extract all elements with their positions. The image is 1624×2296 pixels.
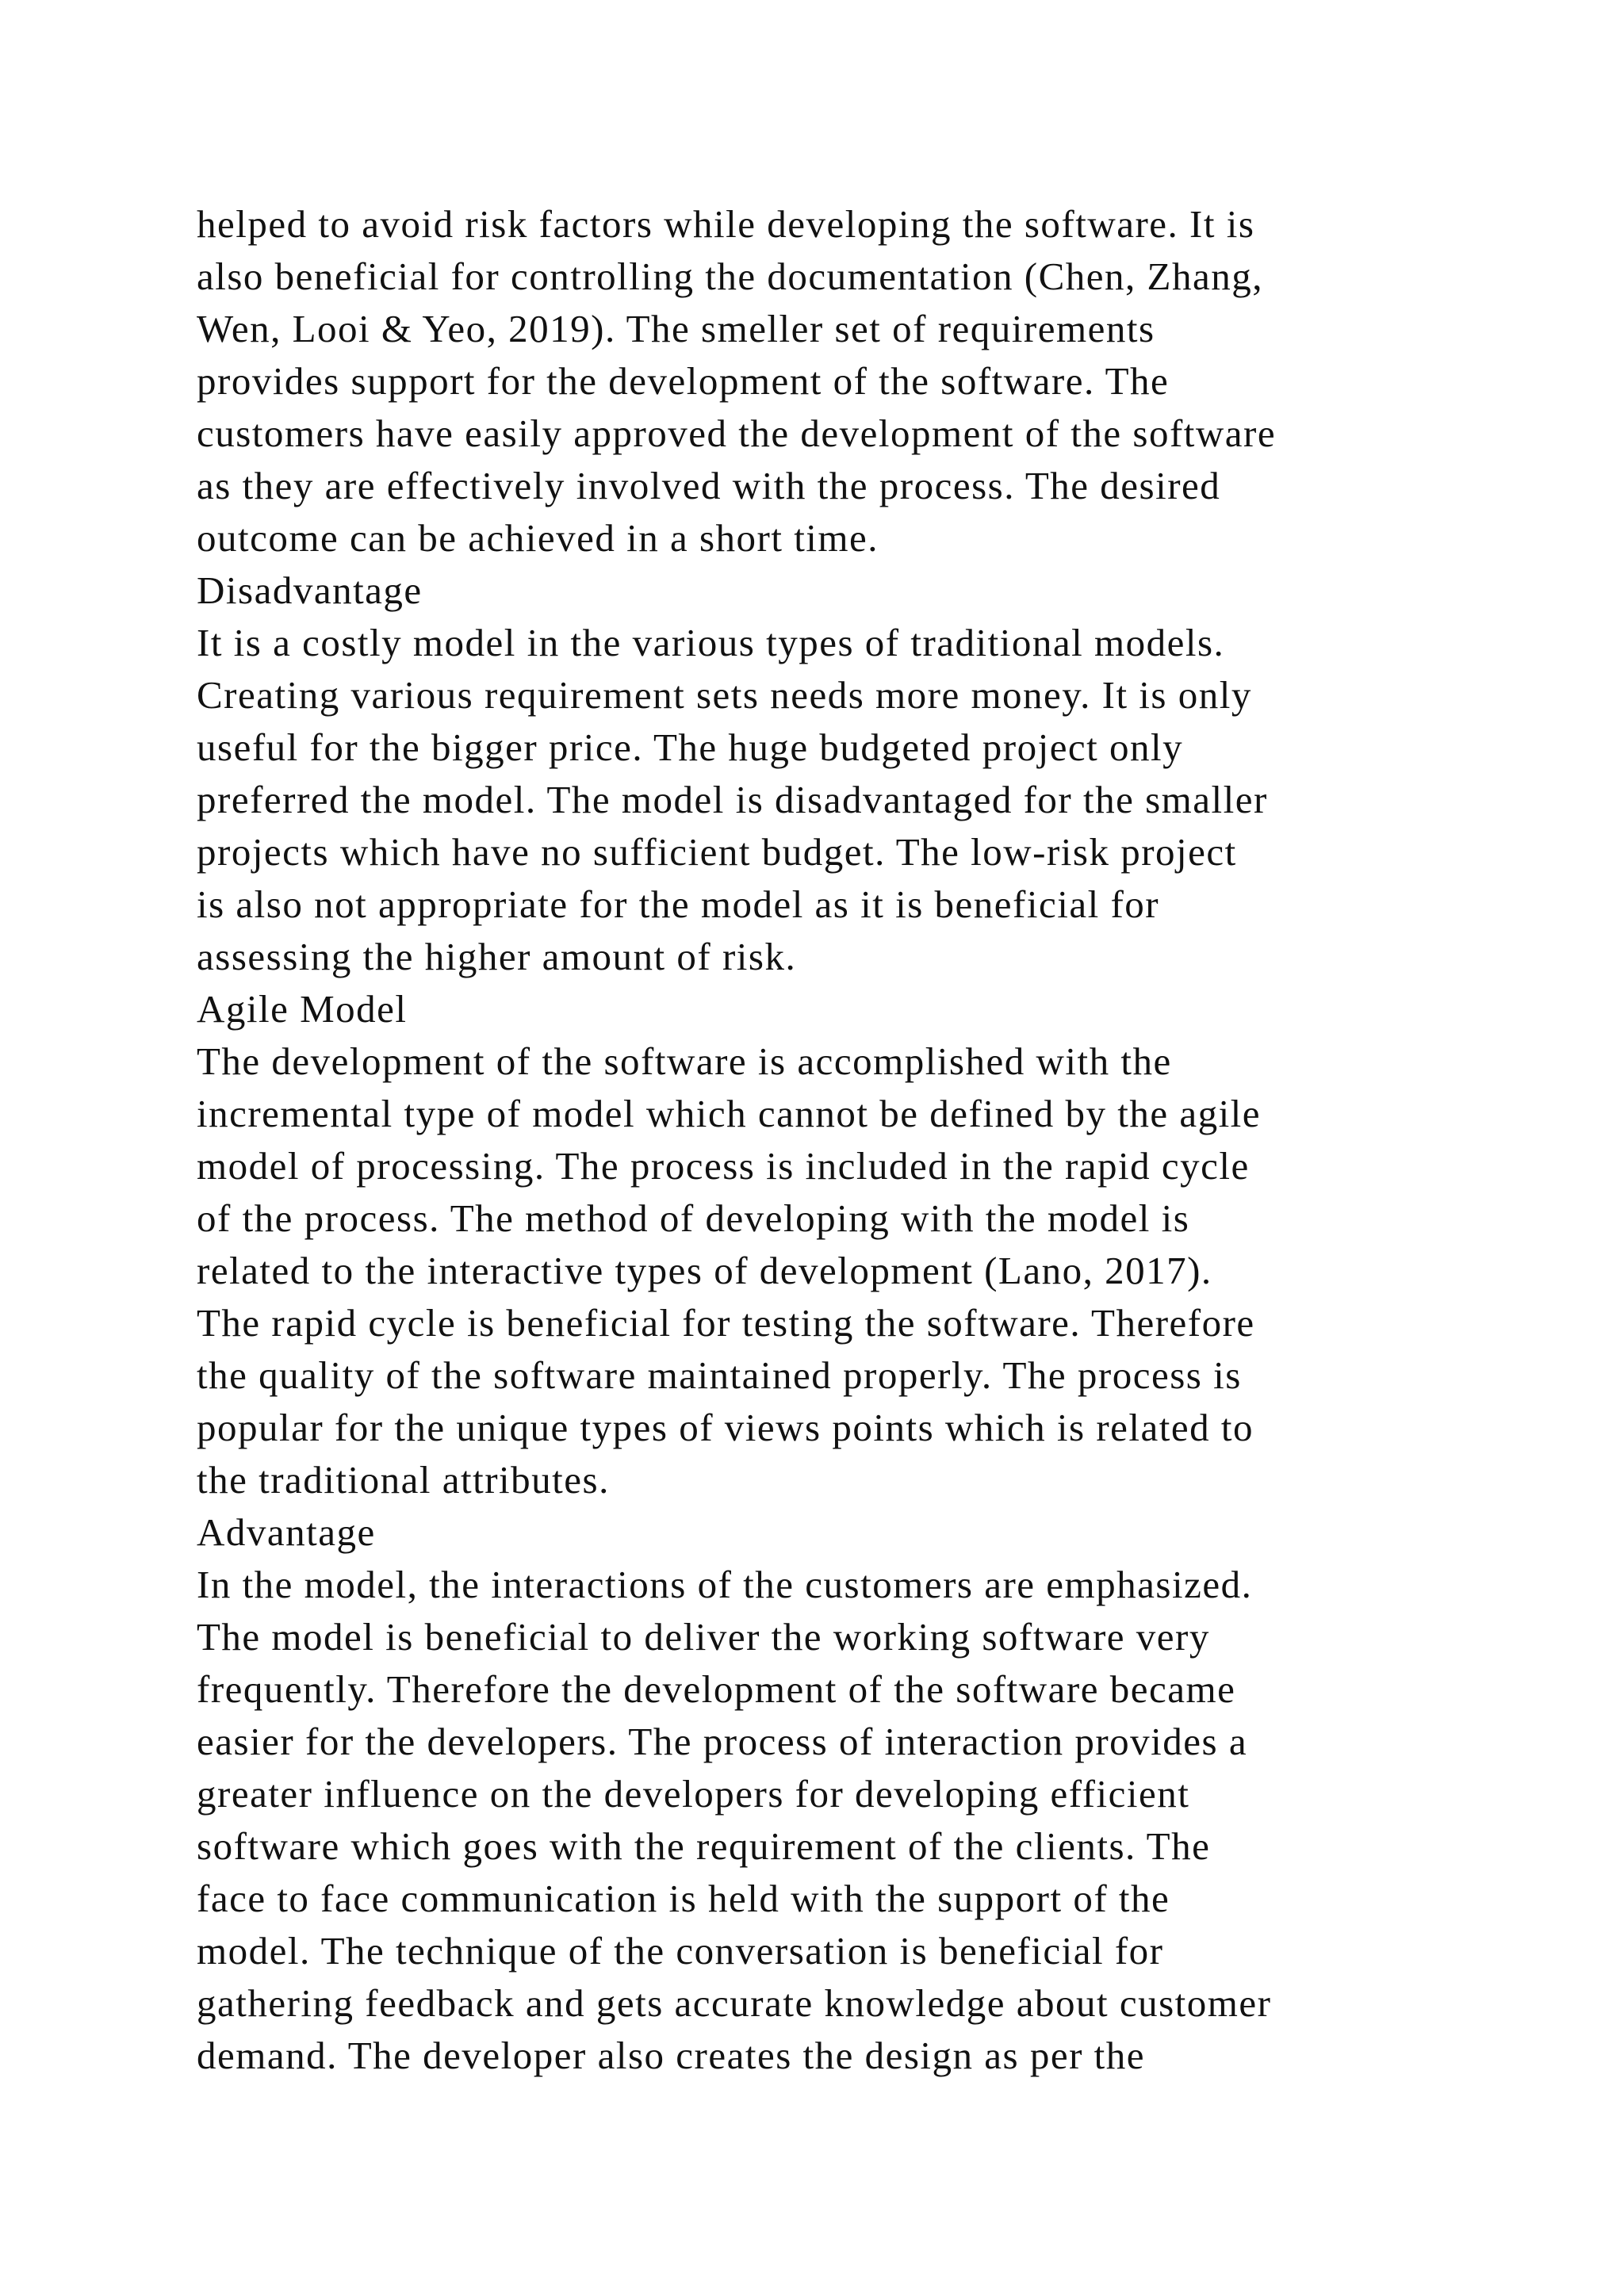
body-text bbox=[197, 198, 1529, 2082]
text-line: useful for the bigger price. The huge budgeted project only bbox=[197, 725, 1184, 769]
text-line: outcome can be achieved in a short time. bbox=[197, 516, 879, 560]
text-line: In the model, the interactions of the customers are emphasized. bbox=[197, 1563, 1253, 1606]
section-heading-disadvantage: Disadvantage bbox=[197, 568, 423, 612]
text-line: helped to avoid risk factors while developing the software. It is bbox=[197, 202, 1255, 246]
text-line: greater influence on the developers for developing efficient bbox=[197, 1772, 1190, 1816]
text-line: face to face communication is held with the support of the bbox=[197, 1877, 1170, 1920]
text-line: demand. The developer also creates the design as per the bbox=[197, 2034, 1146, 2077]
text-line: Wen, Looi & Yeo, 2019). The smeller set of requirements bbox=[197, 307, 1155, 350]
section-heading-agile-model: Agile Model bbox=[197, 987, 408, 1031]
section-heading-advantage: Advantage bbox=[197, 1510, 376, 1554]
text-line: incremental type of model which cannot be defined by the agile bbox=[197, 1092, 1262, 1135]
text-line: projects which have no sufficient budget. The low-risk project bbox=[197, 830, 1237, 874]
text-line: easier for the developers. The process of interaction provides a bbox=[197, 1720, 1248, 1763]
text-line: related to the interactive types of development (Lano, 2017). bbox=[197, 1249, 1212, 1292]
text-line: assessing the higher amount of risk. bbox=[197, 935, 797, 978]
text-line: also beneficial for controlling the documentation (Chen, Zhang, bbox=[197, 254, 1263, 298]
text-line: model of processing. The process is included in the rapid cycle bbox=[197, 1144, 1250, 1188]
text-line: model. The technique of the conversation is beneficial for bbox=[197, 1929, 1164, 1973]
text-line: as they are effectively involved with the process. The desired bbox=[197, 464, 1221, 507]
text-line: popular for the unique types of views points which is related to bbox=[197, 1406, 1254, 1449]
text-line: of the process. The method of developing with the model is bbox=[197, 1196, 1190, 1240]
text-line: the traditional attributes. bbox=[197, 1458, 610, 1502]
text-line: The rapid cycle is beneficial for testing the software. Therefore bbox=[197, 1301, 1255, 1345]
text-line: gathering feedback and gets accurate knowledge about customer bbox=[197, 1981, 1272, 2025]
text-line: The development of the software is accomplished with the bbox=[197, 1039, 1172, 1083]
text-line: is also not appropriate for the model as it is beneficial for bbox=[197, 882, 1160, 926]
text-line: the quality of the software maintained properly. The process is bbox=[197, 1353, 1242, 1397]
text-line: It is a costly model in the various types of traditional models. bbox=[197, 621, 1225, 664]
text-line: frequently. Therefore the development of the software became bbox=[197, 1667, 1236, 1711]
text-line: provides support for the development of the software. The bbox=[197, 359, 1170, 403]
text-line: preferred the model. The model is disadvantaged for the smaller bbox=[197, 778, 1268, 821]
text-line: software which goes with the requirement of the clients. The bbox=[197, 1824, 1211, 1868]
text-line: The model is beneficial to deliver the working software very bbox=[197, 1615, 1210, 1659]
text-line: Creating various requirement sets needs more money. It is only bbox=[197, 673, 1252, 717]
text-line: customers have easily approved the development of the software bbox=[197, 411, 1277, 455]
